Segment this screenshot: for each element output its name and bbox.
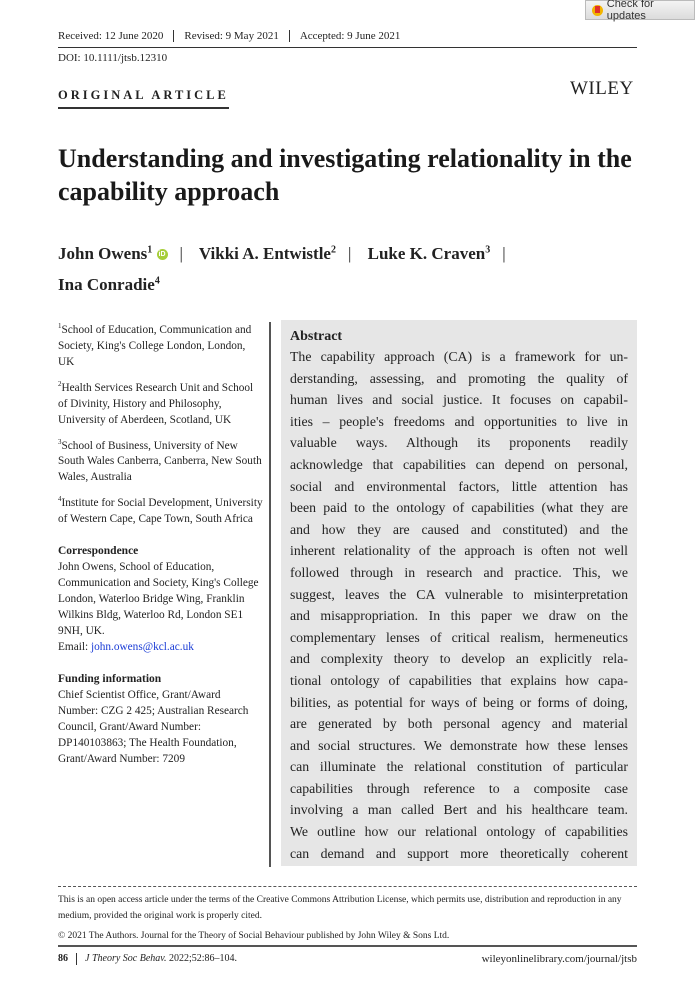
abstract-line: capabilities through reference to a composite case — [290, 780, 628, 796]
abstract-line: and social structures. We demonstrate how these lenses — [290, 737, 628, 753]
author[interactable]: John Owens$^1$ — [58, 243, 153, 263]
abstract-line: valuable ways. Although its proponents readily — [290, 435, 628, 451]
abstract-text — [290, 346, 628, 864]
abstract-line: tional ontology of capabilities that explains how capa- — [290, 672, 628, 688]
email-label: Email: — [58, 641, 91, 654]
copyright-text: © 2021 The Authors. Journal for the Theory of Social Behaviour published by John Wiley & Sons Ltd. — [58, 931, 450, 941]
author-list: John Owens$^1$ iD | Vikki A. Entwistle$^2$ | Luke K. Craven$^3$ | Ina Conradie$^4$ — [58, 243, 506, 295]
abstract-line: complementary lenses of critical realism, hermeneutics — [290, 629, 628, 645]
accepted-date: Accepted: 9 June 2021 — [289, 30, 411, 42]
license-notice — [58, 892, 637, 948]
abstract-line: human lives and social justice. It focuses on capabil- — [290, 392, 628, 408]
abstract-line: and misappropriation. In this paper we draw on the — [290, 608, 628, 624]
affiliation: $^1$School of Education, Communication and Society, King's College London, London, UK — [58, 322, 252, 368]
publisher-logo: WILEY — [570, 78, 634, 99]
check-for-updates-button[interactable] — [585, 0, 695, 20]
abstract-line: and how they are caused and constituted) and the — [290, 521, 628, 537]
article-title: Understanding and investigating relationality in the capability approach — [58, 144, 632, 206]
author[interactable]: Luke K. Craven$^3$ — [367, 243, 491, 263]
abstract-line: inherent relationality of the approach is often not well — [290, 543, 628, 559]
abstract-line: been paid to the ontology of capabilities (what they are — [290, 500, 628, 516]
author[interactable]: Vikki A. Entwistle$^2$ — [198, 243, 336, 263]
abstract-line: We outline how our relational ontology of capabilities — [290, 824, 628, 840]
section-label: ORIGINAL ARTICLE — [58, 88, 229, 109]
check-updates-label: Check for updates — [606, 0, 654, 22]
article-dates — [58, 30, 637, 48]
page-footer — [58, 945, 637, 965]
abstract-heading: Abstract — [290, 329, 343, 344]
abstract-line: and complexity theory to develop an explicitly rela- — [290, 651, 628, 667]
abstract-line: can illuminate the relational constitution of particular — [290, 759, 628, 775]
abstract-line: The capability approach (CA) is a framework for un- — [290, 349, 628, 364]
bookmark-icon — [592, 5, 603, 16]
abstract-line: are generated by both personal agency and material — [290, 716, 628, 732]
correspondence-heading: Correspondence — [58, 545, 139, 558]
funding-heading: Funding information — [58, 673, 162, 686]
journal-abbrev: J Theory Soc Behav. — [85, 953, 167, 964]
dashed-divider — [58, 886, 637, 887]
received-date: Received: 12 June 2020 — [58, 30, 164, 42]
abstract-line: acknowledge that capabilities can depend on personal, — [290, 456, 628, 472]
license-text: This is an open access article under the terms of the Creative Commons Attribution License, which permits use, distribution and reproduction in any medium, provided the original work is properly cited. — [58, 895, 622, 921]
affiliation: $^4$Institute for Social Development, University of Western Cape, Cape Town, South Africa — [58, 495, 263, 526]
author[interactable]: Ina Conradie$^4$ — [58, 275, 160, 295]
doi: DOI: 10.1111/jtsb.12310 — [58, 52, 168, 64]
abstract-line: bilities, as potential for ways of being or forms of doing, — [290, 694, 628, 710]
email-link[interactable]: john.owens@kcl.ac.uk — [90, 641, 194, 654]
abstract-line: ities – people's freedoms and opportunities to live in — [290, 413, 628, 429]
page-number: 86 — [58, 953, 77, 965]
abstract-box — [281, 320, 637, 866]
affiliation: $^2$Health Services Research Unit and School of Divinity, History and Philosophy, University of Aberdeen, Scotland, UK — [58, 379, 254, 426]
abstract-line: suggest, leaves the CA vulnerable to misinterpretation — [290, 586, 628, 602]
orcid-icon[interactable]: iD — [158, 251, 166, 259]
journal-url[interactable]: wileyonlinelibrary.com/journal/jtsb — [481, 953, 637, 965]
column-divider — [269, 322, 271, 867]
citation: 2022;52:86–104. — [166, 953, 238, 964]
abstract-line: derstanding, assessing, and promoting the quality of — [290, 370, 628, 386]
abstract-line: involving a man called Bert and his healthcare team. — [290, 802, 628, 818]
abstract-line: can demand and support more theoretically coherent — [290, 845, 628, 861]
revised-date: Revised: 9 May 2021 — [173, 30, 288, 42]
article-info-column — [58, 318, 263, 767]
abstract-line: social and environmental factors, little attention has — [290, 478, 628, 494]
correspondence-text: John Owens, School of Education, Communication and Society, King's College London, Waterloo Bridge Wing, Franklin Wilkins Bldg, Waterloo Rd, London SE1 9NH, UK. — [58, 561, 259, 638]
affiliation: $^3$School of Business, University of New South Wales Canberra, Canberra, New South Wales, Australia — [58, 437, 262, 484]
abstract-line: followed through in research and practice. This, we — [290, 564, 628, 580]
funding-text: Chief Scientist Office, Grant/Award Number: CZG 2 425; Australian Research Council, Grant/Award Number: DP140103863; The Health Foundation, Grant/Award Number: 7209 — [58, 689, 249, 766]
